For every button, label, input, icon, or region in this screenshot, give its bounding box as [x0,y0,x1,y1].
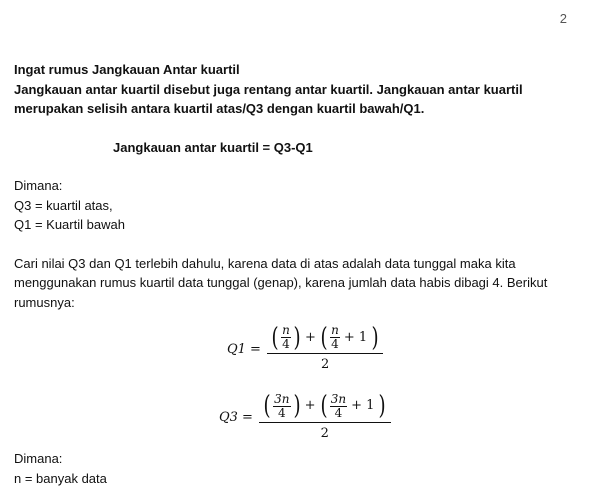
page-number: 2 [560,11,567,26]
q3-formula-label: Q3 = [219,408,253,428]
paragraph-line-3: rumusnya: [14,293,579,313]
open-paren: ( [271,325,278,351]
four-symbol: 4 [282,338,290,351]
dimana-label-2: Dimana: [14,449,579,469]
plus-sign: + [305,396,316,416]
q3-definition: Q3 = kuartil atas, [14,196,579,216]
q1-formula-label: Q1 = [227,340,261,360]
four-symbol: 4 [331,338,339,351]
section-heading: Ingat rumus Jangkauan Antar kuartil [14,60,579,80]
close-paren: ) [293,325,300,351]
close-paren: ) [372,325,379,351]
n-symbol: n [330,324,340,338]
paragraph-line-2: menggunakan rumus kuartil data tunggal (genap), karena jumlah data habis dibagi 4. Berikut [14,273,579,293]
close-paren: ) [293,393,300,419]
q1-formula [227,324,579,375]
four-symbol: 4 [335,407,343,420]
close-paren: ) [379,393,386,419]
intro-line-2: merupakan selisih antara kuartil atas/Q3 dengan kuartil bawah/Q1. [14,99,579,119]
3n-over-4 [273,393,290,420]
q1-numerator [267,324,383,354]
spacer [14,119,579,138]
four-symbol: 4 [278,407,286,420]
q3-numerator [259,393,391,423]
n-definition: n = banyak data [14,469,579,488]
n-symbol: n [281,324,291,338]
dimana-label-1: Dimana: [14,176,579,196]
open-paren: ( [263,393,270,419]
spacer [14,235,579,254]
n-over-4 [281,324,291,351]
paragraph-line-1: Cari nilai Q3 dan Q1 terlebih dahulu, karena data di atas adalah data tunggal maka kita [14,254,579,274]
q3-denominator: 2 [321,423,329,444]
plus-one: + 1 [351,396,374,416]
document-content [14,60,579,488]
plus-one: + 1 [344,328,367,348]
3n-symbol: 3n [273,393,290,407]
open-paren: ( [320,325,327,351]
n-over-4 [330,324,340,351]
q1-denominator: 2 [321,354,329,375]
q3-formula [219,393,579,444]
plus-sign: + [305,328,316,348]
q3-fraction [259,393,391,444]
3n-over-4 [330,393,347,420]
intro-line-1: Jangkauan antar kuartil disebut juga rentang antar kuartil. Jangkauan antar kuartil [14,80,579,100]
spacer [14,157,579,176]
3n-symbol: 3n [330,393,347,407]
main-formula: Jangkauan antar kuartil = Q3-Q1 [14,138,579,158]
q1-definition: Q1 = Kuartil bawah [14,215,579,235]
q1-fraction [267,324,383,375]
open-paren: ( [320,393,327,419]
